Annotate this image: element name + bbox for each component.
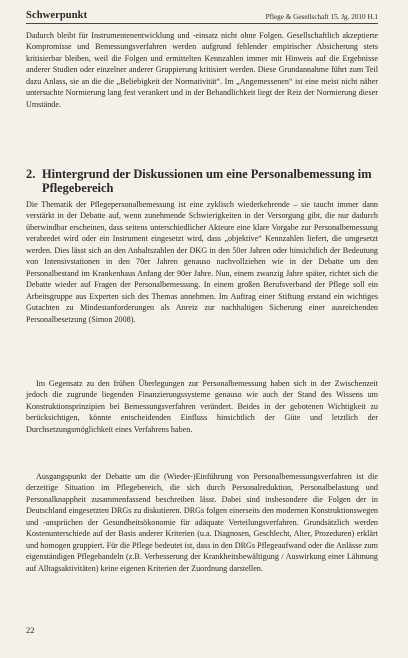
section-number: 2. [26,167,36,181]
journal-citation: Pflege & Gesellschaft 15. Jg. 2010 H.1 [265,13,378,21]
paragraph-starting-point: Ausgangspunkt der Debatte um die (Wieder-)Einführung von Personalbemessungsverfahren ist die derzeitige Situation im Pflegebereich, die sich durch Personalreduktion, Personalbelastung und Personalknappheit zusammenfassend beschreiben lässt. Dabei sind insbesondere die Folgen der in Deutschland eingesetzten DRGs zu diskutieren. DRGs folgen einerseits den modernen Konstruktionswegen und -ansprüchen der Gesundheitsökonomie für adäquate Verteilungsverfahren. Grundsätzlich werden Kostenunterschiede auf der Basis anderer Kriterien (u.a. Diagnosen, Geschlecht, Alter, Prozeduren) erklärt und homogen gruppiert. Für die Pflege bedeutet ist, dass in den DRGs Pflegeaufwand oder die Anlässe zum eigenständigen Pflegehandeln (z.B. Verbesserung der Krankheitsbewältigung / Auswirkung einer Lähmung auf Alltagsaktivitäten) keine eigenen Kriterien der Zuordnung darstellen. [26,472,378,573]
section-heading [26,168,378,195]
page-number: 22 [26,625,35,635]
section-title: Hintergrund der Diskussionen um eine Personalbemessung im Pflegebereich [42,167,372,195]
running-head [26,10,378,24]
paragraph-background: Die Thematik der Pflegepersonalbemessung ist eine zyklisch wiederkehrende – sie taucht immer dann verstärkt in der Debatte auf, wenn zunehmende Schwierigkeiten in der Versorgung gibt, die nur dadurch überwindbar erscheinen, dass seitens unterschiedlicher Akteure eine klare Vorgabe zur Personalbemessung verabredet wird oder ein Instrument eingesetzt wird, dass „objektive“ Kennzahlen liefert, die umgesetzt werden. Dies lässt sich an den Anhaltszahlen der DKG in den 50er Jahren oder hinsichtlich der Bedeutung von Intensivstationen in den 70er Jahren genauso nachvollziehen wie in der Debatte um den Personalbestand im Krankenhaus Anfang der 90er Jahre. Nun, einem zwanzig Jahre später, richtet sich die Debatte wieder auf Fragen der Personalbemessung. In einem großen Berufsverband der Pflege soll ein Arbeitsgruppe aus Experten sich des Themas annehmen. Im Auftrag einer Stiftung erstand ein wichtiges Gutachten zu Mindestanforderungen als Anreiz zur nachhaltigen Sicherung einer ausreichenden Personalbesetzung (Simon 2008). [26,200,378,324]
section-label: Schwerpunkt [26,10,88,21]
paragraph-intro: Dadurch bleibt für Instrumentenentwicklung und -einsatz nicht ohne Folgen. Gesellschaftlich akzeptierte Kompromisse und Bemessungsverfahren werden aufgrund fehlender empirischer Absicherung stets kritisierbar bleiben, weil die Folgen und ermittelten Kennzahlen immer mit Hinweis auf die Ergebnisse anderer Studien oder einzelner anderer Gruppierung kritisiert werden. Diese Grundannahme führt zum Teil dazu Anlass, sie an die die „Beliebigkeit der Normativität“. Im „Angemessenen“ ist eine meist nicht näher untersuchte Normierung lang fest verankert und in der Behandlichkeit liegt der Reiz der Normierung dieser Umstände. [26,31,378,109]
paragraph-contrast: Im Gegensatz zu den frühen Überlegungen zur Personalbemessung haben sich in der Zwischenzeit jedoch die zugrunde liegenden Finanzierungssysteme genauso wie auch der Stand des Wissens um Konstruktionsprinzipien bei Bemessungsverfahren verändert. Beides in der gebotenen Wichtigkeit zu berücksichtigen, könnte entscheidenden Einfluss hinsichtlich der Güte und letztlich der Durchsetzungsmöglichkeit eines Verfahrens haben. [26,379,378,434]
